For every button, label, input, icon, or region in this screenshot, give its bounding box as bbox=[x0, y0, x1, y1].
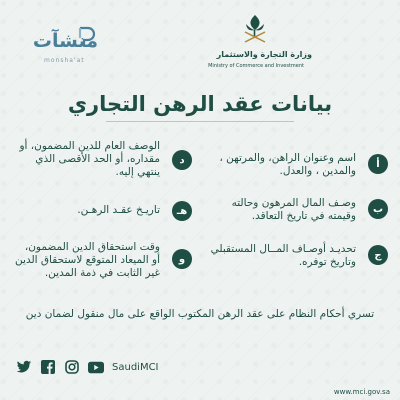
item-text: الوصف العام للدين المضمون، أو مقداره، أو الحد الأقصى الذي ينتهي إليه. bbox=[19, 140, 160, 178]
item-badge: أ bbox=[368, 154, 388, 174]
list-item bbox=[14, 201, 192, 225]
item-badge: و bbox=[172, 249, 192, 269]
saudi-emblem-icon bbox=[238, 12, 272, 46]
item-badge: د bbox=[172, 150, 192, 170]
item-badge: هـ bbox=[172, 201, 192, 221]
item-text: وقت استحقاق الدين المضمون، أو الميعاد المتوقع لاستحقاق الدين غير الثابت في ذمة المدين. bbox=[15, 241, 160, 279]
item-badge: ب bbox=[368, 199, 388, 219]
instagram-icon[interactable] bbox=[64, 360, 80, 374]
monshaat-name-en: monsha'at bbox=[44, 57, 85, 64]
monshaat-logo bbox=[14, 22, 98, 68]
title-divider bbox=[106, 121, 294, 122]
item-text: اسم وعنوان الراهن، والمرتهن ، والمدين ، والعدل. bbox=[219, 152, 356, 177]
list-item bbox=[210, 152, 388, 192]
youtube-icon[interactable] bbox=[88, 360, 104, 374]
item-text: تاريـخ عقـد الرهـن. bbox=[77, 204, 160, 216]
header bbox=[0, 0, 400, 86]
monshaat-name: منشآت bbox=[32, 30, 98, 52]
page-title: بيانات عقد الرهن التجاري bbox=[67, 92, 333, 116]
website-url[interactable]: www.mci.gov.sa bbox=[333, 388, 390, 396]
social-links bbox=[16, 357, 159, 377]
ministry-name-ar: وزارة التجارة والاستثمار bbox=[216, 50, 312, 59]
twitter-icon[interactable] bbox=[16, 360, 32, 374]
footer-note: تسري أحكام النظام على عقد الرهن المكتوب الواقع على مال منقول لضمان دين bbox=[25, 308, 375, 320]
list-item bbox=[14, 140, 192, 190]
list-item bbox=[210, 197, 388, 237]
facebook-icon[interactable] bbox=[40, 360, 56, 374]
ministry-logo bbox=[192, 12, 312, 72]
item-text: وصـف المال المرهون وحالته وقيمته في تاريخ التعاقد. bbox=[231, 197, 356, 222]
item-text: تحديـد أوصـاف المــال المستقبلي وتاريخ توفره. bbox=[210, 243, 356, 268]
ministry-name-en: Ministry of Commerce and Investment bbox=[208, 63, 304, 69]
list-item bbox=[14, 241, 192, 291]
list-item bbox=[210, 243, 388, 283]
item-badge: ج bbox=[368, 245, 388, 265]
social-handle[interactable]: SaudiMCI bbox=[112, 361, 159, 373]
